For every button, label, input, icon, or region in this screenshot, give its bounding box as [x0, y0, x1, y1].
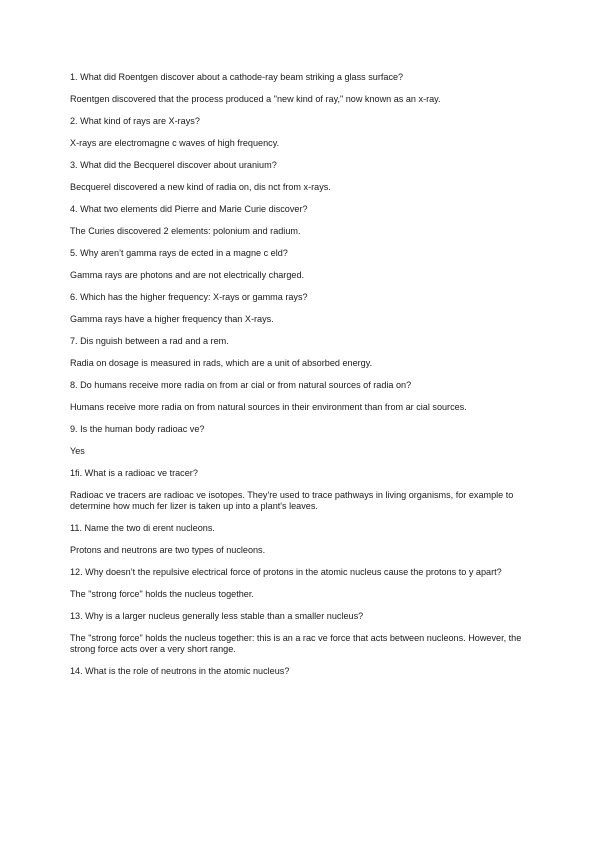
question-12: 12. Why doesn’t the repulsive electrical force of protons in the atomic nucleus cause the protons to y apart?	[70, 567, 502, 577]
question-2: 2. What kind of rays are X-rays?	[70, 116, 200, 126]
answer-11: Protons and neutrons are two types of nucleons.	[70, 545, 266, 555]
question-11: 11. Name the two di erent nucleons.	[70, 523, 215, 533]
answer-2: X-rays are electromagne c waves of high frequency.	[70, 138, 280, 148]
question-8: 8. Do humans receive more radia on from ar cial or from natural sources of radia on?	[70, 380, 412, 390]
question-5: 5. Why aren’t gamma rays de ected in a magne c eld?	[70, 248, 288, 258]
answer-6: Gamma rays have a higher frequency than X-rays.	[70, 314, 274, 324]
question-7: 7. Dis nguish between a rad and a rem.	[70, 336, 229, 346]
answer-8: Humans receive more radia on from natural sources in their environment than from ar cial sources.	[70, 402, 467, 412]
question-4: 4. What two elements did Pierre and Marie Curie discover?	[70, 204, 308, 214]
answer-9: Yes	[70, 446, 85, 456]
answer-13: The "strong force" holds the nucleus together: this is an a rac ve force that acts between nucleons. However, the strong force acts over a very short range.	[70, 633, 522, 654]
question-9: 9. Is the human body radioac ve?	[70, 424, 205, 434]
question-14: 14. What is the role of neutrons in the atomic nucleus?	[70, 666, 290, 676]
question-13: 13. Why is a larger nucleus generally less stable than a smaller nucleus?	[70, 611, 364, 621]
answer-10: Radioac ve tracers are radioac ve isotopes. They're used to trace pathways in living organisms, for example to determine how much fer lizer is taken up into a plant's leaves.	[70, 490, 514, 511]
answer-4: The Curies discovered 2 elements: polonium and radium.	[70, 226, 301, 236]
question-10: 1fi. What is a radioac ve tracer?	[70, 468, 198, 478]
answer-1: Roentgen discovered that the process produced a "new kind of ray," now known as an x-ray.	[70, 94, 441, 104]
question-3: 3. What did the Becquerel discover about uranium?	[70, 160, 277, 170]
answer-5: Gamma rays are photons and are not electrically charged.	[70, 270, 305, 280]
qa-list	[70, 72, 525, 677]
question-1: 1. What did Roentgen discover about a cathode-ray beam striking a glass surface?	[70, 72, 404, 82]
answer-7: Radia on dosage is measured in rads, which are a unit of absorbed energy.	[70, 358, 373, 368]
answer-3: Becquerel discovered a new kind of radia on, dis nct from x-rays.	[70, 182, 331, 192]
answer-12: The "strong force" holds the nucleus together.	[70, 589, 254, 599]
question-6: 6. Which has the higher frequency: X-rays or gamma rays?	[70, 292, 308, 302]
